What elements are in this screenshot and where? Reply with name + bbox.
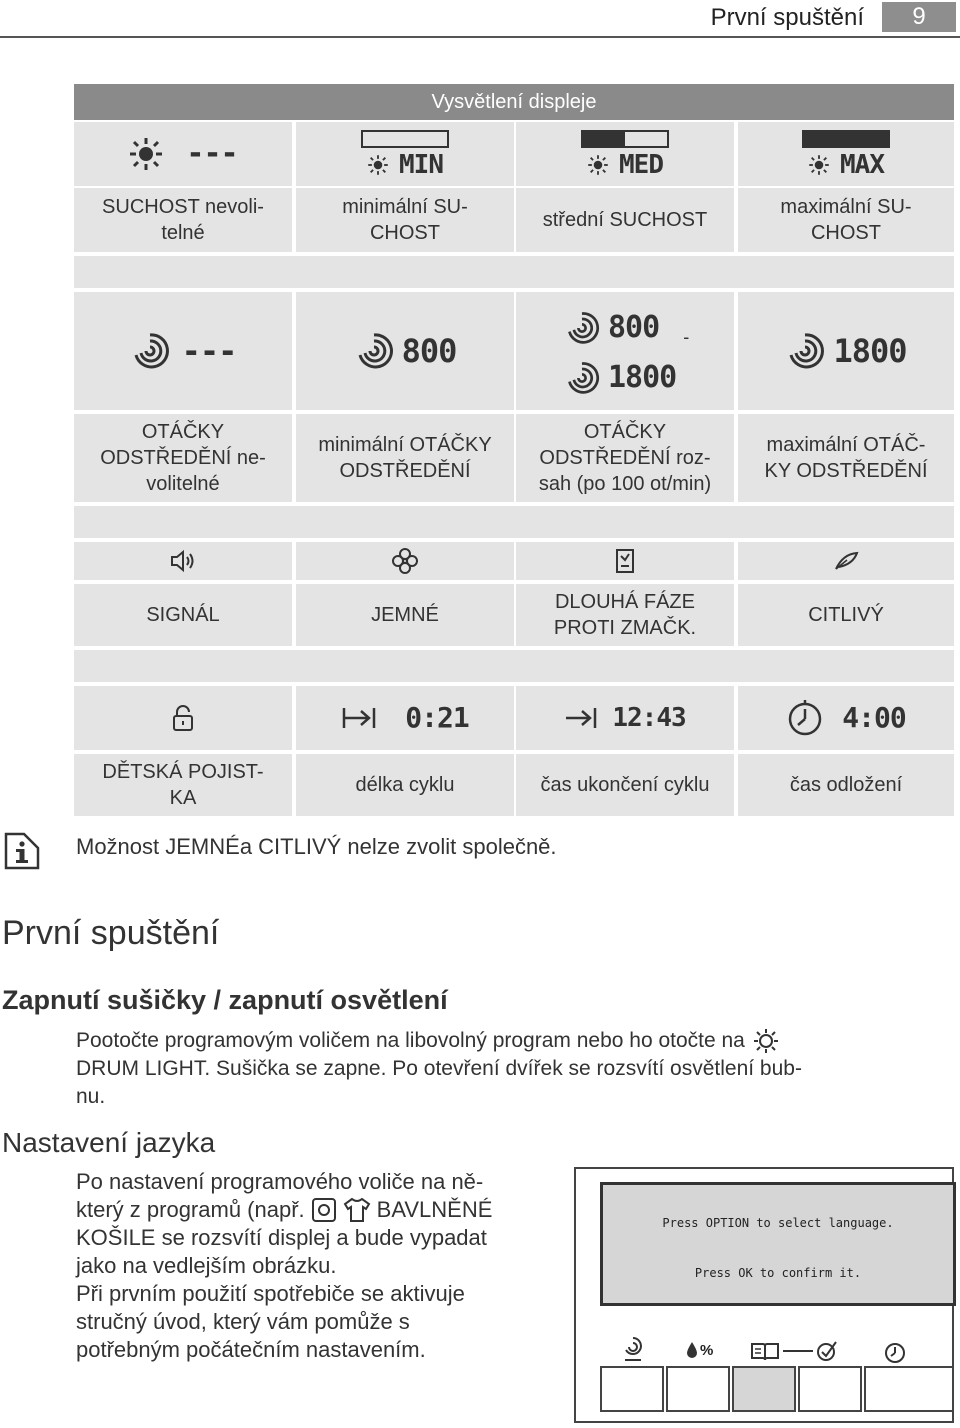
time-label: čas ukončení cyklu — [516, 754, 734, 816]
spin-display-text: 800 — [401, 332, 457, 370]
dry-label: minimální SU- CHOST — [296, 188, 514, 252]
section-title: První spuštění — [2, 914, 220, 952]
spin-icon — [354, 331, 394, 371]
lock-icon — [171, 704, 195, 732]
arrow-bar-icon — [341, 706, 377, 730]
spin-display-min — [296, 292, 514, 410]
dry-display-text: MAX — [840, 150, 884, 180]
page-number: 9 — [882, 2, 956, 32]
shirt-icon — [343, 1197, 371, 1223]
display-button-2[interactable] — [666, 1366, 730, 1412]
indicator-line — [783, 1350, 813, 1352]
cotton-icon — [311, 1197, 337, 1223]
running-header-title: První spuštění — [710, 4, 864, 31]
subsection-title-language: Nastavení jazyka — [2, 1127, 216, 1158]
option-icon-cell — [738, 542, 954, 580]
time-display-text: 0:21 — [405, 701, 469, 734]
paragraph-line: stručný úvod, který vám pomůže s — [76, 1309, 410, 1334]
paragraph-line: DRUM LIGHT. Sušička se zapne. Po otevření dvířek se rozsvítí osvětlení bub- — [76, 1057, 802, 1080]
spin-label: OTÁČKY ODSTŘEDĚNÍ roz- sah (po 100 ot/min) — [516, 414, 734, 502]
spin-display-range — [516, 292, 734, 410]
spin-icon — [564, 310, 600, 346]
drop-icon — [686, 1341, 698, 1359]
paragraph-line: který z programů (např. — [76, 1197, 305, 1222]
option-label: JEMNÉ — [296, 584, 514, 646]
spin-display-text: 1800 — [608, 360, 677, 395]
option-label: SIGNÁL — [74, 584, 292, 646]
paragraph-line: potřebným počátečním nastavením. — [76, 1337, 426, 1362]
power-paragraph — [76, 1027, 956, 1111]
dry-display-none — [74, 122, 292, 186]
display-button-3[interactable] — [732, 1366, 796, 1412]
option-label: DLOUHÁ FÁZE PROTI ZMAČK. — [516, 584, 734, 646]
time-label: DĚTSKÁ POJIST- KA — [74, 754, 292, 816]
language-display-line1: Press OPTION to select language. — [662, 1216, 894, 1230]
dry-display-med — [516, 122, 734, 186]
spin-display-text: --- — [181, 332, 237, 370]
sun-icon — [367, 154, 389, 176]
range-dash: - — [683, 327, 690, 347]
paragraph-line: jako na vedlejším obrázku. — [76, 1253, 337, 1278]
sun-icon — [808, 154, 830, 176]
time-label: délka cyklu — [296, 754, 514, 816]
spin-dry-icon — [622, 1336, 644, 1364]
end-time-display — [516, 686, 734, 750]
clock-icon — [884, 1341, 906, 1363]
option-icon-cell — [516, 542, 734, 580]
dry-display-max — [738, 122, 954, 186]
paragraph-line: nu. — [76, 1085, 106, 1108]
feather-icon — [833, 550, 859, 572]
table-separator — [74, 256, 954, 288]
display-button-4[interactable] — [798, 1366, 862, 1412]
flower-icon — [392, 548, 418, 574]
dry-display-min — [296, 122, 514, 186]
option-icon-cell — [296, 542, 514, 580]
table-title: Vysvětlení displeje — [74, 84, 954, 120]
display-button-5[interactable] — [864, 1366, 954, 1412]
spin-label: OTÁČKY ODSTŘEDĚNÍ ne- volitelné — [74, 414, 292, 502]
dry-display-text: MED — [619, 150, 663, 180]
info-note: Možnost JEMNÉa CITLIVÝ nelze zvolit společně. — [76, 834, 557, 859]
time-display-text: 4:00 — [842, 701, 906, 734]
option-label: CITLIVÝ — [738, 584, 954, 646]
header-rule — [0, 36, 960, 38]
dry-level-bar — [581, 130, 669, 148]
table-separator — [74, 650, 954, 682]
delay-display — [738, 686, 954, 750]
spin-label: minimální OTÁČKY ODSTŘEDĚNÍ — [296, 414, 514, 502]
spin-icon — [564, 360, 600, 396]
anti-crease-icon — [614, 548, 636, 574]
time-label: čas odložení — [738, 754, 954, 816]
paragraph-line: KOŠILE se rozsvítí displej a bude vypadat — [76, 1225, 487, 1250]
info-icon — [2, 830, 42, 872]
subsection-title-power: Zapnutí sušičky / zapnutí osvětlení — [2, 985, 448, 1015]
humidity-indicator — [686, 1341, 713, 1359]
display-button-1[interactable] — [600, 1366, 664, 1412]
language-display-line2: Press OK to confirm it. — [694, 1266, 862, 1280]
paragraph-line: Po nastavení programového voliče na ně- — [76, 1169, 484, 1194]
spin-icon — [785, 331, 825, 371]
check-icon — [816, 1340, 838, 1362]
dry-display-text: MIN — [399, 150, 443, 180]
table-separator — [74, 506, 954, 538]
cycle-length-display — [296, 686, 514, 750]
spin-display-max — [738, 292, 954, 410]
arrow-end-icon — [564, 706, 598, 730]
spin-label: maximální OTÁČ- KY ODSTŘEDĚNÍ — [738, 414, 954, 502]
time-icon-cell — [74, 686, 292, 750]
book-icon — [750, 1340, 780, 1362]
time-display-text: 12:43 — [612, 703, 686, 733]
dry-label: SUCHOST nevoli- telné — [74, 188, 292, 252]
spin-icon — [130, 331, 170, 371]
dry-label: střední SUCHOST — [516, 188, 734, 252]
clock-icon — [786, 699, 824, 737]
dry-level-bar — [802, 130, 890, 148]
language-display-screen — [600, 1182, 956, 1306]
dry-display-text: --- — [186, 136, 238, 171]
spin-display-text: 800 — [608, 310, 660, 345]
sun-icon — [587, 154, 609, 176]
spin-display-none — [74, 292, 292, 410]
spin-display-text: 1800 — [833, 332, 907, 370]
dry-level-bar — [361, 130, 449, 148]
book-check-indicator — [750, 1340, 838, 1362]
sun-icon — [128, 136, 164, 172]
bulb-icon — [753, 1028, 779, 1054]
language-paragraph — [76, 1168, 566, 1364]
paragraph-line: BAVLNĚNÉ — [376, 1197, 493, 1222]
option-icon-cell — [74, 542, 292, 580]
speaker-icon — [169, 549, 197, 573]
dry-label: maximální SU- CHOST — [738, 188, 954, 252]
paragraph-line: Pootočte programovým voličem na libovolný program nebo ho otočte na — [76, 1029, 745, 1052]
paragraph-line: Při prvním použití spotřebiče se aktivuje — [76, 1281, 465, 1306]
percent-sign: % — [700, 1341, 714, 1359]
